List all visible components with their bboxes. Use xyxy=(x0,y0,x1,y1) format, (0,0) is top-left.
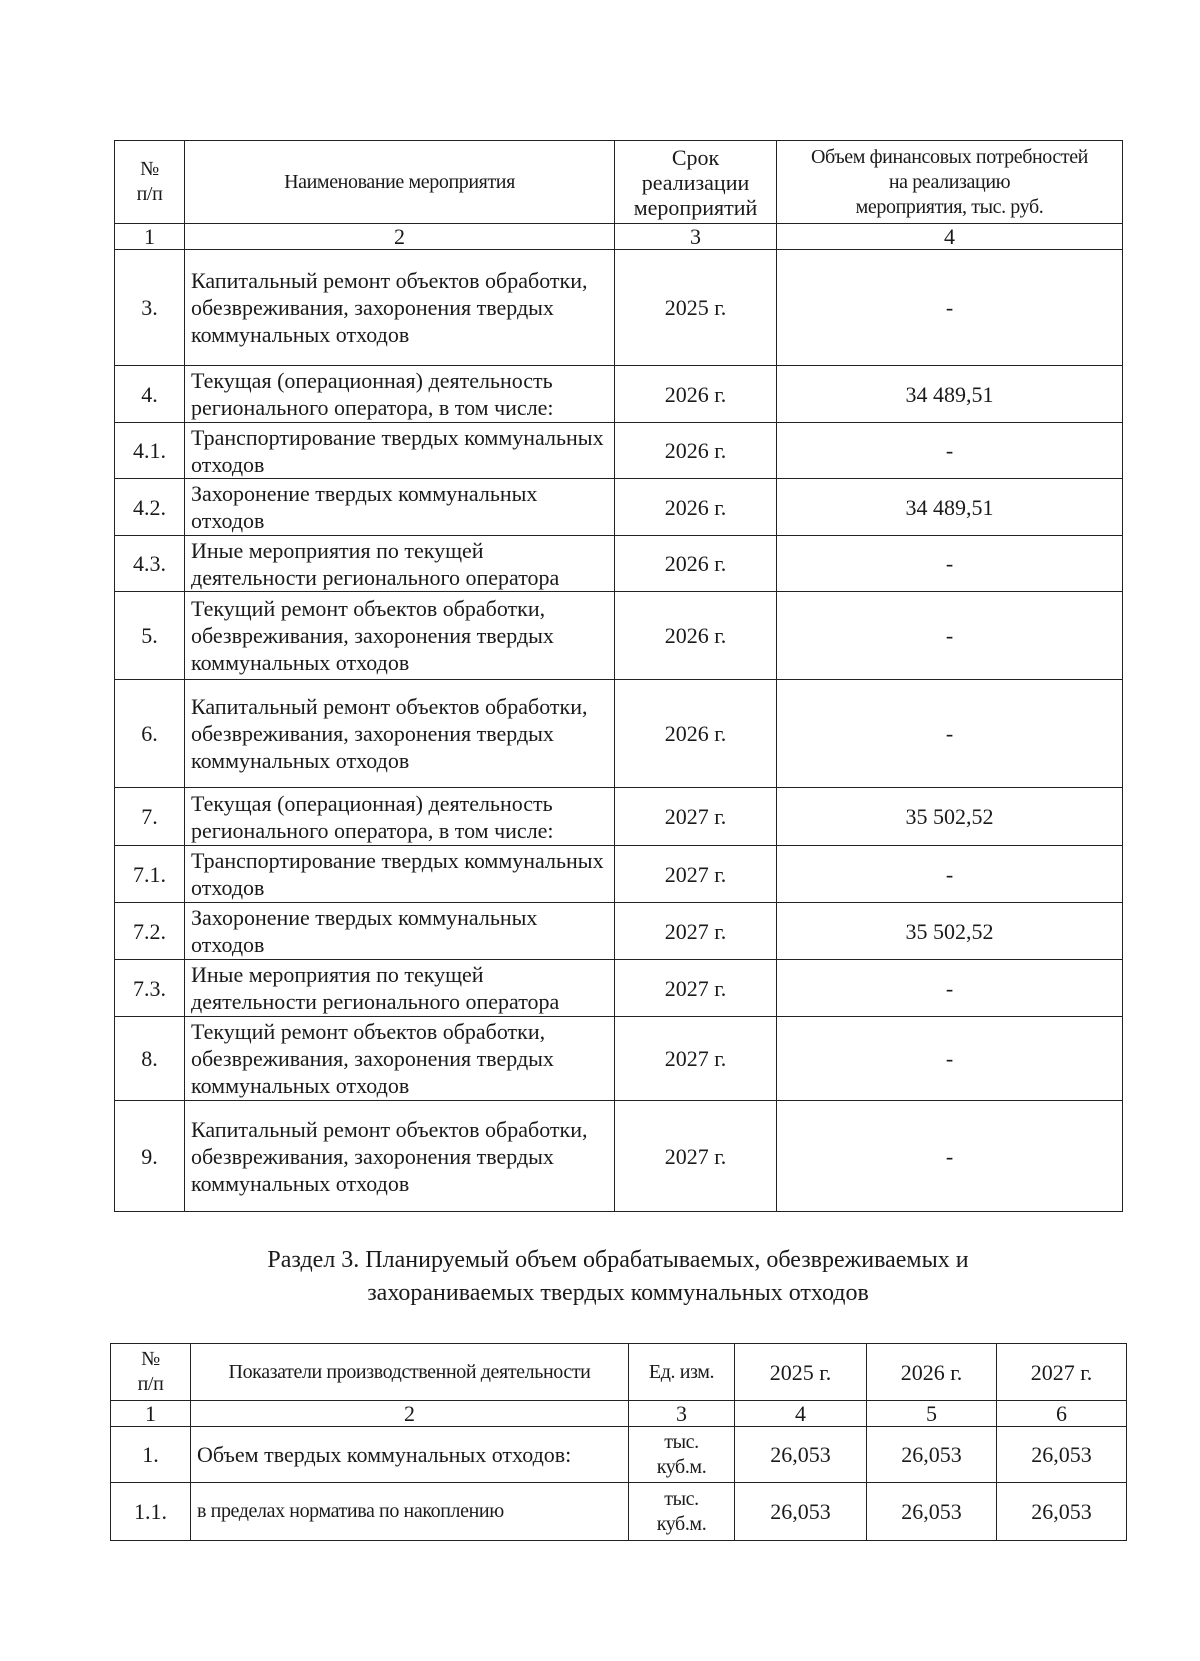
row-num: 7.1. xyxy=(115,846,185,903)
row-name: Захоронение твердых коммунальных отходов xyxy=(185,479,615,536)
row-term: 2026 г. xyxy=(615,536,777,592)
row-num: 4.3. xyxy=(115,536,185,592)
row-num: 7.2. xyxy=(115,903,185,960)
row-indicator: Объем твердых коммунальных отходов: xyxy=(191,1427,629,1483)
row-name: Текущая (операционная) деятельность регионального оператора, в том числе: xyxy=(185,366,615,423)
table-row xyxy=(111,1427,1127,1483)
waste-volume-table xyxy=(110,1343,1127,1541)
col-number: 1 xyxy=(115,224,185,250)
row-term: 2027 г. xyxy=(615,1017,777,1101)
table-row xyxy=(115,592,1123,680)
row-amount: - xyxy=(777,536,1123,592)
col-number: 3 xyxy=(615,224,777,250)
financial-needs-table xyxy=(114,140,1123,1212)
table-row xyxy=(111,1483,1127,1541)
row-name: Текущий ремонт объектов обработки, обезвреживания, захоронения твердых коммунальных отходов xyxy=(185,1017,615,1101)
row-name: Транспортирование твердых коммунальных отходов xyxy=(185,846,615,903)
table-row xyxy=(115,250,1123,366)
header-num: № п/п xyxy=(115,141,185,224)
row-num: 7. xyxy=(115,788,185,846)
table-row xyxy=(115,846,1123,903)
row-name: Капитальный ремонт объектов обработки, обезвреживания, захоронения твердых коммунальных отходов xyxy=(185,250,615,366)
header-year-2026: 2026 г. xyxy=(867,1344,997,1401)
col-number: 6 xyxy=(997,1401,1127,1427)
header-num: № п/п xyxy=(111,1344,191,1401)
header-year-2025: 2025 г. xyxy=(735,1344,867,1401)
row-unit: тыс. куб.м. xyxy=(629,1427,735,1483)
row-amount: - xyxy=(777,960,1123,1017)
row-term: 2027 г. xyxy=(615,788,777,846)
row-amount: - xyxy=(777,423,1123,479)
row-name: Текущая (операционная) деятельность регионального оператора, в том числе: xyxy=(185,788,615,846)
row-amount: 35 502,52 xyxy=(777,903,1123,960)
row-amount: 34 489,51 xyxy=(777,479,1123,536)
row-term: 2027 г. xyxy=(615,960,777,1017)
row-name: Текущий ремонт объектов обработки, обезвреживания, захоронения твердых коммунальных отходов xyxy=(185,592,615,680)
col-number: 4 xyxy=(735,1401,867,1427)
col-number: 5 xyxy=(867,1401,997,1427)
row-term: 2027 г. xyxy=(615,903,777,960)
header-year-2027: 2027 г. xyxy=(997,1344,1127,1401)
column-numbers-row xyxy=(111,1401,1127,1427)
table-row xyxy=(115,423,1123,479)
row-num: 3. xyxy=(115,250,185,366)
row-amount: - xyxy=(777,1017,1123,1101)
table-header-row xyxy=(111,1344,1127,1401)
row-term: 2026 г. xyxy=(615,423,777,479)
row-num: 4.1. xyxy=(115,423,185,479)
row-name: Захоронение твердых коммунальных отходов xyxy=(185,903,615,960)
row-num: 4.2. xyxy=(115,479,185,536)
row-name: Иные мероприятия по текущей деятельности регионального оператора xyxy=(185,536,615,592)
row-amount: - xyxy=(777,846,1123,903)
table-row xyxy=(115,960,1123,1017)
row-name: Иные мероприятия по текущей деятельности регионального оператора xyxy=(185,960,615,1017)
row-num: 1.1. xyxy=(111,1483,191,1541)
col-number: 3 xyxy=(629,1401,735,1427)
row-value-2025: 26,053 xyxy=(735,1483,867,1541)
row-name: Капитальный ремонт объектов обработки, обезвреживания, захоронения твердых коммунальных отходов xyxy=(185,1101,615,1212)
row-term: 2026 г. xyxy=(615,479,777,536)
row-value-2027: 26,053 xyxy=(997,1483,1127,1541)
table-row xyxy=(115,536,1123,592)
row-amount: 35 502,52 xyxy=(777,788,1123,846)
row-name: Капитальный ремонт объектов обработки, обезвреживания, захоронения твердых коммунальных отходов xyxy=(185,680,615,788)
table-row xyxy=(115,903,1123,960)
row-name: Транспортирование твердых коммунальных отходов xyxy=(185,423,615,479)
table-row xyxy=(115,680,1123,788)
row-amount: - xyxy=(777,250,1123,366)
row-value-2026: 26,053 xyxy=(867,1483,997,1541)
row-num: 1. xyxy=(111,1427,191,1483)
row-num: 6. xyxy=(115,680,185,788)
row-amount: - xyxy=(777,1101,1123,1212)
row-value-2025: 26,053 xyxy=(735,1427,867,1483)
row-term: 2026 г. xyxy=(615,592,777,680)
row-num: 4. xyxy=(115,366,185,423)
header-indicator: Показатели производственной деятельности xyxy=(191,1344,629,1401)
row-unit: тыс. куб.м. xyxy=(629,1483,735,1541)
column-numbers-row xyxy=(115,224,1123,250)
header-unit: Ед. изм. xyxy=(629,1344,735,1401)
table-header-row xyxy=(115,141,1123,224)
row-num: 8. xyxy=(115,1017,185,1101)
row-num: 7.3. xyxy=(115,960,185,1017)
table-row xyxy=(115,366,1123,423)
row-value-2026: 26,053 xyxy=(867,1427,997,1483)
section-title xyxy=(110,1244,1126,1310)
row-amount: 34 489,51 xyxy=(777,366,1123,423)
row-num: 5. xyxy=(115,592,185,680)
row-amount: - xyxy=(777,592,1123,680)
col-number: 4 xyxy=(777,224,1123,250)
col-number: 1 xyxy=(111,1401,191,1427)
row-amount: - xyxy=(777,680,1123,788)
header-term: Срок реализации мероприятий xyxy=(615,141,777,224)
table-row xyxy=(115,1017,1123,1101)
header-amount: Объем финансовых потребностей на реализацию мероприятия, тыс. руб. xyxy=(777,141,1123,224)
row-term: 2026 г. xyxy=(615,680,777,788)
section-title-line-2: захораниваемых твердых коммунальных отходов xyxy=(367,1280,869,1306)
row-term: 2027 г. xyxy=(615,846,777,903)
row-term: 2026 г. xyxy=(615,366,777,423)
row-num: 9. xyxy=(115,1101,185,1212)
section-title-line-1: Раздел 3. Планируемый объем обрабатываемых, обезвреживаемых и xyxy=(267,1247,969,1273)
col-number: 2 xyxy=(191,1401,629,1427)
header-name: Наименование мероприятия xyxy=(185,141,615,224)
row-term: 2027 г. xyxy=(615,1101,777,1212)
row-value-2027: 26,053 xyxy=(997,1427,1127,1483)
row-indicator: в пределах норматива по накоплению xyxy=(191,1483,629,1541)
table-row xyxy=(115,479,1123,536)
table-row xyxy=(115,1101,1123,1212)
table-row xyxy=(115,788,1123,846)
row-term: 2025 г. xyxy=(615,250,777,366)
col-number: 2 xyxy=(185,224,615,250)
